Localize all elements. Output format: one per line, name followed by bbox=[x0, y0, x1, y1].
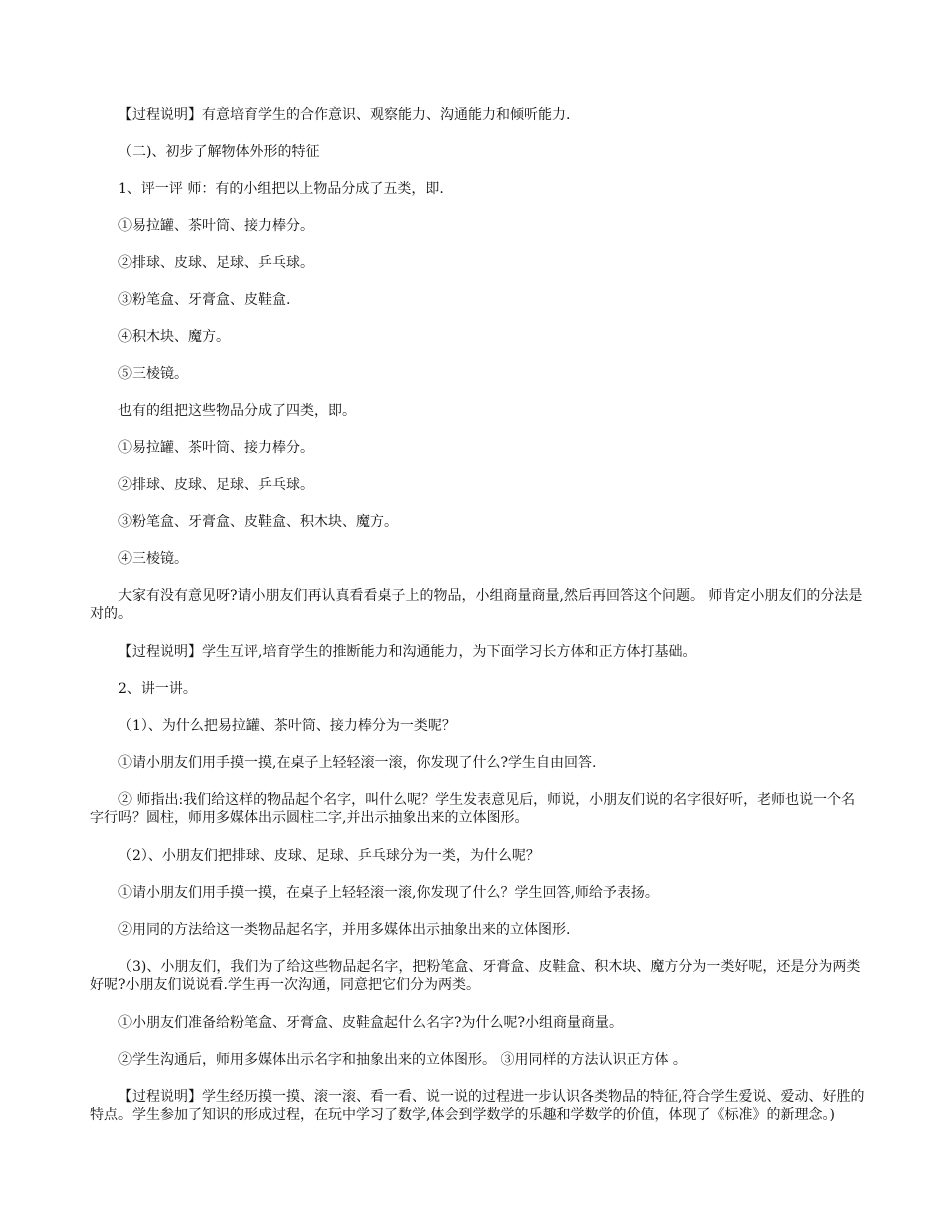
four-class-intro: 也有的组把这些物品分成了四类，即。 bbox=[118, 403, 356, 419]
question-3: （3)、小朋友们，我们为了给这些物品起名字，把粉笔盒、牙膏盒、皮鞋盒、积木块、魔方分为一类好呢，还是分为两类好呢?小朋友们说说看.学生再一次沟通，同意把它们分为两类。 bbox=[90, 959, 861, 993]
section-heading: （二)、初步了解物体外形的特征 bbox=[118, 144, 320, 160]
discussion-paragraph: 大家有没有意见呀?请小朋友们再认真看看桌子上的物品，小组商量商量,然后再回答这个问题。 师肯定小朋友们的分法是对的。 bbox=[90, 588, 863, 622]
four-class-item-2: ②排球、皮球、足球、乒乓球。 bbox=[118, 477, 314, 493]
step-explain: 2、讲一讲。 bbox=[118, 681, 197, 697]
process-note-2: 【过程说明】学生互评,培育学生的推断能力和沟通能力，为下面学习长方体和正方体打基础。 bbox=[118, 644, 697, 660]
question-2: （2）、小朋友们把排球、皮球、足球、乒乓球分为一类，为什么呢？ bbox=[118, 848, 540, 864]
question-3-step-2: ②学生沟通后，师用多媒体出示名字和抽象出来的立体图形。 ③用同样的方法认识正方体 。 bbox=[118, 1052, 687, 1068]
five-class-item-3: ③粉笔盒、牙膏盒、皮鞋盒. bbox=[118, 292, 291, 308]
five-class-item-2: ②排球、皮球、足球、乒乓球。 bbox=[118, 255, 314, 271]
question-2-step-2: ②用同的方法给这一类物品起名字，并用多媒体出示抽象出来的立体图形. bbox=[118, 922, 571, 938]
process-note-1: 【过程说明】有意培育学生的合作意识、观察能力、沟通能力和倾听能力. bbox=[118, 107, 571, 123]
five-class-item-1: ①易拉罐、茶叶筒、接力棒分。 bbox=[118, 218, 314, 234]
five-class-item-4: ④积木块、魔方。 bbox=[118, 329, 230, 345]
question-3-step-1: ①小朋友们准备给粉笔盒、牙膏盒、皮鞋盒起什么名字?为什么呢?小组商量商量。 bbox=[118, 1015, 624, 1031]
four-class-item-4: ④三棱镜。 bbox=[118, 551, 188, 567]
four-class-item-3: ③粉笔盒、牙膏盒、皮鞋盒、积木块、魔方。 bbox=[118, 514, 398, 530]
question-2-step-1: ①请小朋友们用手摸一摸，在桌子上轻轻滚一滚,你发现了什么？学生回答,师给予表扬。 bbox=[118, 885, 659, 901]
question-1-step-2: ② 师指出:我们给这样的物品起个名字，叫什么呢？学生发表意见后，师说，小朋友们说的名字很好听，老师也说一个名字行吗？圆柱，师用多媒体出示圆柱二字,并出示抽象出来的立体图形。 bbox=[90, 792, 856, 826]
question-1-step-1: ①请小朋友们用手摸一摸,在桌子上轻轻滚一滚，你发现了什么?学生自由回答. bbox=[118, 755, 597, 771]
four-class-item-1: ①易拉罐、茶叶筒、接力棒分。 bbox=[118, 440, 314, 456]
five-class-item-5: ⑤三棱镜。 bbox=[118, 366, 188, 382]
process-note-3: 【过程说明】学生经历摸一摸、滚一滚、看一看、说一说的过程进一步认识各类物品的特征,符合学生爱说、爱动、好胜的特点。学生参加了知识的形成过程，在玩中学习了数学,体会到学数学的乐趣和学数学的价值，体现了《标准》的新理念。) bbox=[90, 1089, 865, 1123]
step-evaluate: 1、评一评 师：有的小组把以上物品分成了五类，即. bbox=[118, 181, 444, 197]
question-1: （1）、为什么把易拉罐、茶叶筒、接力棒分为一类呢？ bbox=[118, 718, 456, 734]
